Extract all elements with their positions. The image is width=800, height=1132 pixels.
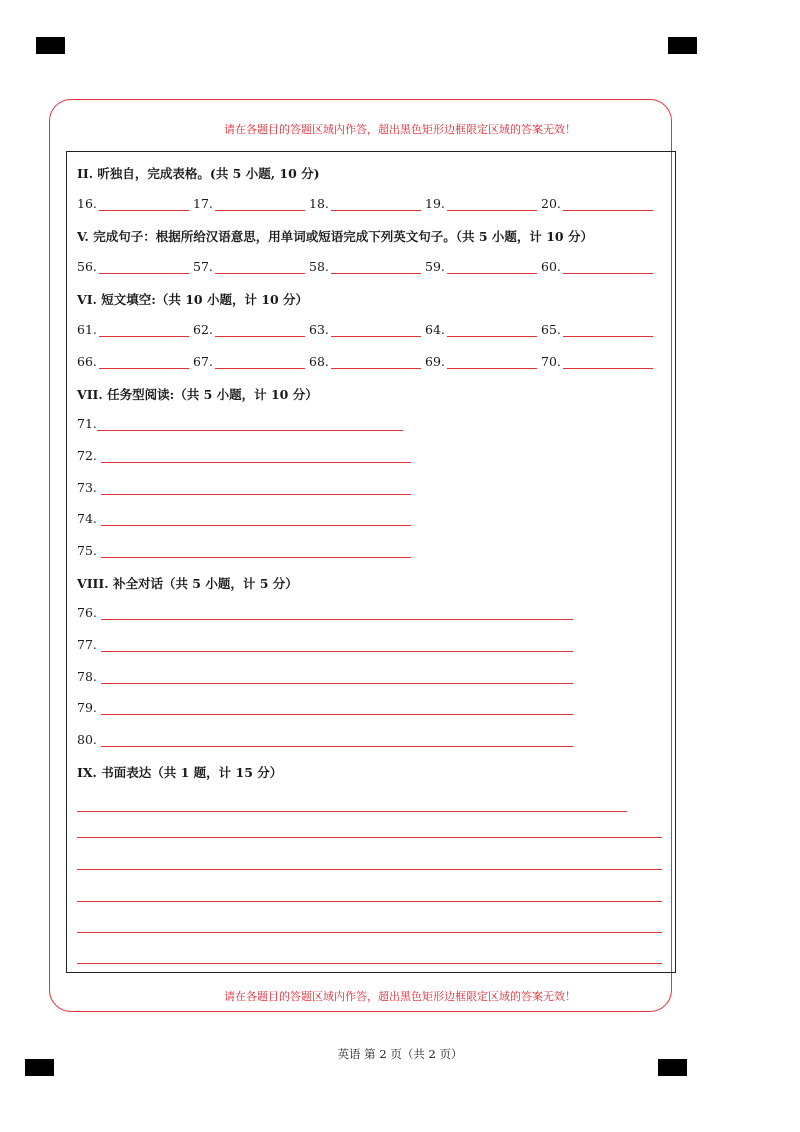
registration-mark-top-right	[668, 37, 697, 54]
answer-item[interactable]	[309, 196, 425, 211]
answer-item[interactable]	[77, 196, 193, 211]
question-number: 72.	[77, 448, 97, 463]
question-number: 17.	[193, 196, 213, 211]
question-number: 64.	[425, 322, 445, 337]
writing-line[interactable]	[77, 837, 662, 838]
answer-item[interactable]	[541, 322, 657, 337]
question-number: 73.	[77, 480, 97, 495]
question-number: 75.	[77, 543, 97, 558]
section-2-title: II. 听独自，完成表格。(共 5 小题, 10 分)	[77, 166, 320, 181]
answer-item[interactable]	[193, 196, 309, 211]
question-number: 63.	[309, 322, 329, 337]
writing-line[interactable]	[77, 869, 662, 870]
answer-line-72[interactable]	[77, 448, 411, 463]
answer-item[interactable]	[193, 259, 309, 274]
answer-item[interactable]	[77, 322, 193, 337]
answer-blank[interactable]	[215, 354, 305, 369]
answer-blank[interactable]	[331, 322, 421, 337]
question-number: 18.	[309, 196, 329, 211]
answer-line-80[interactable]	[77, 732, 573, 747]
answer-blank[interactable]	[101, 700, 573, 715]
answer-blank[interactable]	[101, 669, 573, 684]
section-7-title: VII. 任务型阅读:（共 5 小题，计 10 分）	[77, 387, 318, 402]
answer-blank[interactable]	[101, 637, 573, 652]
section-5-row	[77, 259, 657, 274]
answer-blank[interactable]	[447, 259, 537, 274]
registration-mark-top-left	[36, 37, 65, 54]
answer-blank[interactable]	[447, 322, 537, 337]
writing-line[interactable]	[77, 901, 662, 902]
answer-blank[interactable]	[101, 511, 411, 526]
answer-blank[interactable]	[101, 732, 573, 747]
answer-line-74[interactable]	[77, 511, 411, 526]
question-number: 74.	[77, 511, 97, 526]
question-number: 62.	[193, 322, 213, 337]
question-number: 76.	[77, 605, 97, 620]
answer-blank[interactable]	[97, 416, 403, 431]
question-number: 56.	[77, 259, 97, 274]
answer-blank[interactable]	[563, 322, 653, 337]
answer-blank[interactable]	[101, 605, 573, 620]
answer-blank[interactable]	[99, 196, 189, 211]
answer-blank[interactable]	[99, 354, 189, 369]
answer-line-77[interactable]	[77, 637, 573, 652]
answer-item[interactable]	[425, 259, 541, 274]
answer-item[interactable]	[309, 322, 425, 337]
section-6-row-a	[77, 322, 657, 337]
question-number: 70.	[541, 354, 561, 369]
answer-item[interactable]	[309, 354, 425, 369]
section-5-title: V. 完成句子：根据所给汉语意思，用单词或短语完成下列英文句子。（共 5 小题，计 10 分）	[77, 229, 593, 244]
question-number: 71.	[77, 416, 97, 431]
answer-blank[interactable]	[331, 354, 421, 369]
question-number: 67.	[193, 354, 213, 369]
answer-item[interactable]	[77, 354, 193, 369]
answer-box	[66, 151, 676, 973]
writing-line[interactable]	[77, 811, 627, 812]
answer-blank[interactable]	[447, 354, 537, 369]
answer-blank[interactable]	[99, 322, 189, 337]
question-number: 59.	[425, 259, 445, 274]
answer-blank[interactable]	[331, 196, 421, 211]
answer-blank[interactable]	[563, 196, 653, 211]
answer-blank[interactable]	[215, 196, 305, 211]
answer-line-71[interactable]	[77, 416, 403, 431]
question-number: 80.	[77, 732, 97, 747]
answer-item[interactable]	[541, 354, 657, 369]
answer-item[interactable]	[77, 259, 193, 274]
answer-item[interactable]	[541, 259, 657, 274]
question-number: 57.	[193, 259, 213, 274]
answer-blank[interactable]	[101, 448, 411, 463]
answer-blank[interactable]	[563, 259, 653, 274]
warning-bottom: 请在各题目的答题区域内作答，超出黑色矩形边框限定区域的答案无效！	[224, 990, 576, 1003]
section-9-title: IX. 书面表达（共 1 题，计 15 分）	[77, 765, 283, 780]
section-8-title: VIII. 补全对话（共 5 小题，计 5 分）	[77, 576, 298, 591]
answer-item[interactable]	[425, 196, 541, 211]
answer-blank[interactable]	[101, 480, 411, 495]
answer-line-79[interactable]	[77, 700, 573, 715]
answer-blank[interactable]	[215, 322, 305, 337]
question-number: 68.	[309, 354, 329, 369]
section-2-row	[77, 196, 657, 211]
writing-line[interactable]	[77, 932, 662, 933]
answer-item[interactable]	[309, 259, 425, 274]
answer-item[interactable]	[425, 322, 541, 337]
answer-blank[interactable]	[563, 354, 653, 369]
question-number: 77.	[77, 637, 97, 652]
answer-blank[interactable]	[331, 259, 421, 274]
page-footer: 英语 第 2 页（共 2 页）	[337, 1047, 463, 1061]
question-number: 78.	[77, 669, 97, 684]
question-number: 61.	[77, 322, 97, 337]
answer-blank[interactable]	[99, 259, 189, 274]
warning-top: 请在各题目的答题区域内作答，超出黑色矩形边框限定区域的答案无效！	[224, 123, 576, 136]
answer-line-75[interactable]	[77, 543, 411, 558]
question-number: 79.	[77, 700, 97, 715]
question-number: 60.	[541, 259, 561, 274]
question-number: 19.	[425, 196, 445, 211]
question-number: 65.	[541, 322, 561, 337]
answer-line-73[interactable]	[77, 480, 411, 495]
question-number: 16.	[77, 196, 97, 211]
answer-item[interactable]	[425, 354, 541, 369]
answer-line-78[interactable]	[77, 669, 573, 684]
answer-blank[interactable]	[215, 259, 305, 274]
answer-item[interactable]	[193, 322, 309, 337]
section-6-row-b	[77, 354, 657, 369]
section-6-title: VI. 短文填空:（共 10 小题，计 10 分）	[77, 292, 309, 307]
answer-item[interactable]	[541, 196, 657, 211]
writing-line[interactable]	[77, 963, 662, 964]
answer-line-76[interactable]	[77, 605, 573, 620]
question-number: 20.	[541, 196, 561, 211]
question-number: 66.	[77, 354, 97, 369]
question-number: 58.	[309, 259, 329, 274]
answer-blank[interactable]	[447, 196, 537, 211]
question-number: 69.	[425, 354, 445, 369]
answer-blank[interactable]	[101, 543, 411, 558]
answer-item[interactable]	[193, 354, 309, 369]
